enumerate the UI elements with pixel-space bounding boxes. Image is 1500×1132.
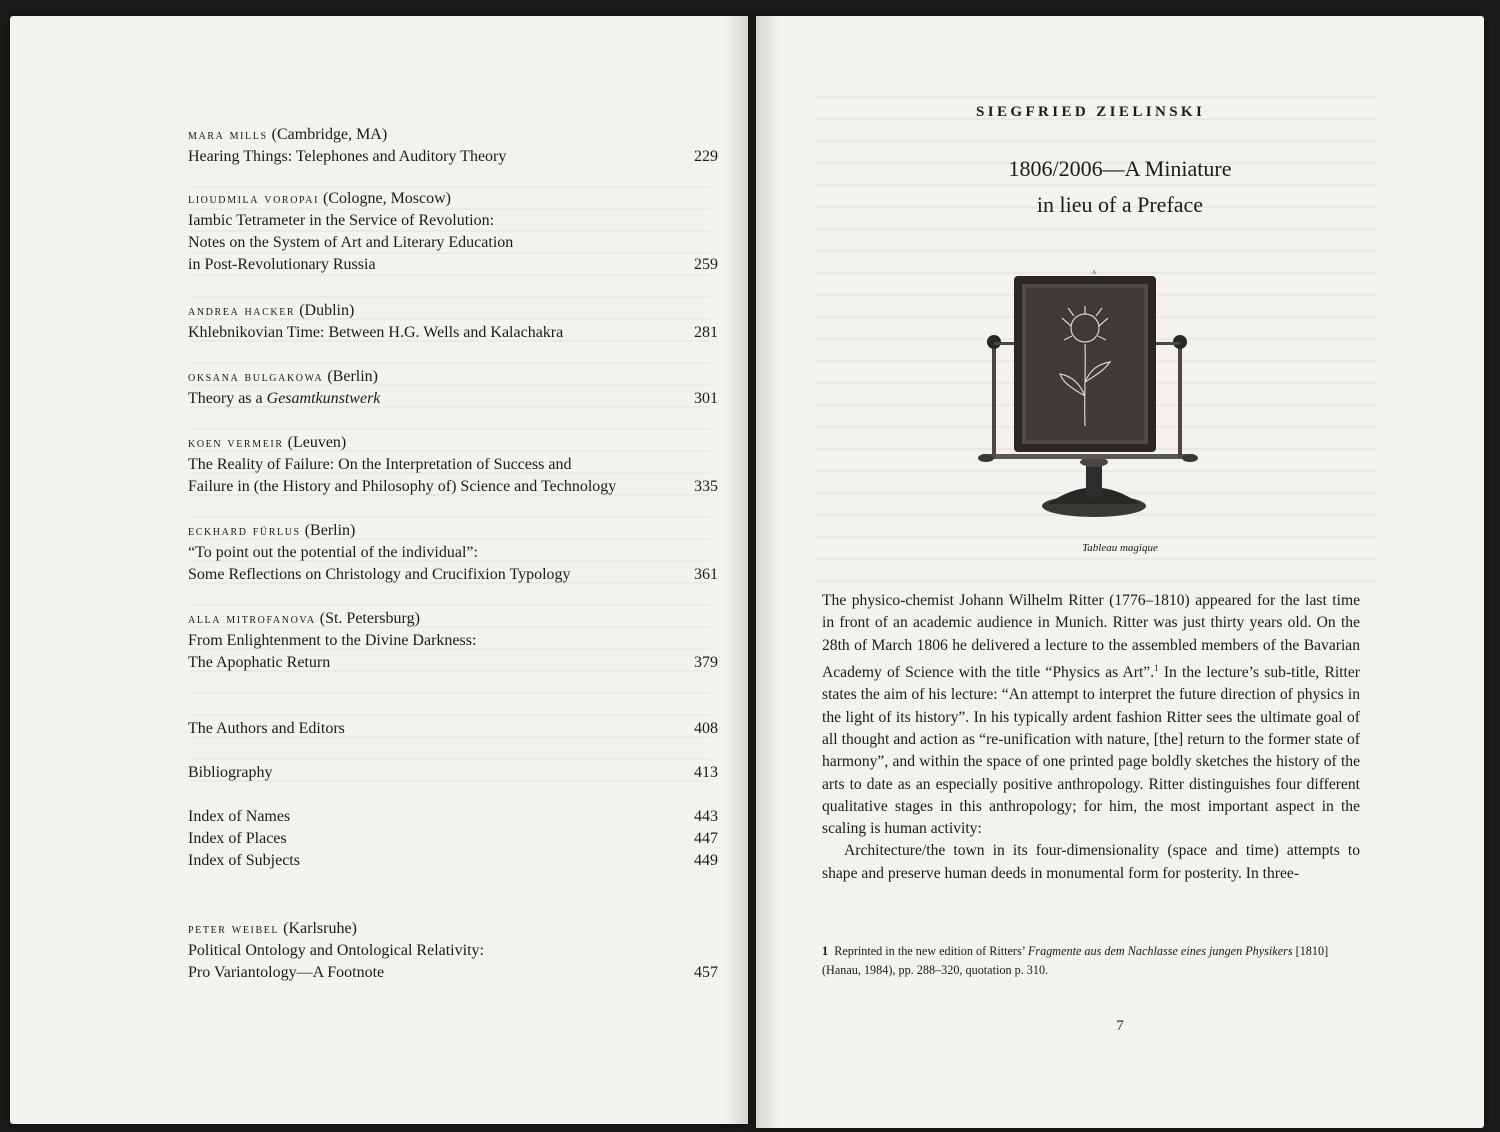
toc-page-number: 447 [694, 830, 718, 847]
toc-title: The Reality of Failure: On the Interpretation of Success and [188, 456, 572, 473]
toc-title: Index of Subjects [188, 852, 300, 869]
gutter-shadow [724, 16, 748, 1124]
svg-text:A: A [1091, 270, 1097, 276]
chapter-title-line-1: 1806/2006—A Miniature [1008, 156, 1232, 181]
footnote-number: 1 [822, 944, 829, 958]
gutter-shadow [756, 16, 780, 1128]
toc-place: (Berlin) [304, 522, 356, 539]
figure-caption: Tableau magique [1082, 542, 1158, 554]
tableau-magique-illustration [976, 266, 1216, 526]
toc-title: “To point out the potential of the individual”: [188, 544, 478, 561]
toc-place: (St. Petersburg) [319, 610, 420, 627]
toc-back-matter-index-subjects[interactable] [188, 850, 718, 872]
toc-author: eckhard fürlus [188, 523, 301, 539]
toc-author: mara mills [188, 127, 268, 143]
toc-entry[interactable] [188, 918, 718, 984]
toc-author: oksana bulgakowa [188, 369, 324, 385]
toc-title: Failure in (the History and Philosophy of) Science and Technology [188, 478, 617, 495]
right-page [756, 16, 1484, 1128]
page-number: 7 [1116, 1018, 1124, 1034]
footnote-ref[interactable]: 1 [1154, 662, 1159, 673]
toc-page-number: 449 [694, 852, 718, 869]
toc-page-number: 408 [694, 720, 718, 737]
toc-author: alla mitrofanova [188, 611, 316, 627]
toc-place: (Karlsruhe) [283, 920, 357, 937]
toc-entry[interactable] [188, 366, 718, 410]
toc-back-matter-index-places[interactable] [188, 828, 718, 850]
toc-title: Khlebnikovian Time: Between H.G. Wells and Kalachakra [188, 324, 564, 341]
toc-title: Some Reflections on Christology and Crucifixion Typology [188, 566, 571, 583]
toc-page-number: 361 [694, 566, 718, 583]
toc-title: Iambic Tetrameter in the Service of Revolution: [188, 212, 495, 229]
toc-title: Hearing Things: Telephones and Auditory Theory [188, 148, 507, 165]
left-page [10, 16, 748, 1124]
toc-title: From Enlightenment to the Divine Darkness: [188, 632, 477, 649]
toc-author: peter weibel [188, 921, 280, 937]
toc-place: (Cologne, Moscow) [323, 190, 451, 207]
toc-page-number: 259 [694, 256, 718, 273]
toc-entry[interactable] [188, 432, 718, 498]
footnote: 1 Reprinted in the new edition of Ritters’ Fragmente aus dem Nachlasse eines jungen Physikers [1810] (Hanau, 1984), pp. 288–320, quotation p. 310. [822, 944, 1329, 977]
toc-page-number: 281 [694, 324, 718, 341]
body-text [822, 590, 1360, 885]
toc-title: Index of Names [188, 808, 291, 825]
toc-page-number: 229 [694, 148, 718, 165]
toc-title-italic: Gesamtkunstwerk [266, 390, 381, 407]
toc-title: Pro Variantology—A Footnote [188, 964, 385, 981]
toc-author: koen vermeir [188, 435, 284, 451]
toc-entry[interactable] [188, 608, 718, 674]
toc-title: Theory as a [188, 390, 267, 407]
toc-page-number: 379 [694, 654, 718, 671]
toc-title: The Authors and Editors [188, 720, 345, 737]
toc-page-number: 457 [694, 964, 718, 981]
toc-page-number: 413 [694, 764, 718, 781]
toc-author: andrea hacker [188, 303, 296, 319]
toc-place: (Dublin) [299, 302, 355, 319]
chapter-author: SIEGFRIED ZIELINSKI [976, 104, 1206, 120]
toc-place: (Berlin) [327, 368, 378, 385]
toc-title: Index of Places [188, 830, 287, 847]
toc-back-matter-index-names[interactable] [188, 806, 718, 828]
toc-title: Bibliography [188, 764, 273, 781]
toc-place: (Leuven) [287, 434, 347, 451]
toc-page-number: 301 [694, 390, 718, 407]
toc-entry[interactable] [188, 520, 718, 586]
toc-title: Political Ontology and Ontological Relativity: [188, 942, 484, 959]
toc-author: lioudmila voropai [188, 191, 320, 207]
toc-title: The Apophatic Return [188, 654, 331, 671]
toc-back-matter-authors[interactable] [188, 718, 718, 740]
chapter-title-line-2: in lieu of a Preface [1036, 192, 1204, 217]
toc-entry[interactable] [188, 124, 718, 168]
toc-title: in Post-Revolutionary Russia [188, 256, 376, 273]
toc-entry[interactable] [188, 300, 718, 344]
toc-back-matter-bibliography[interactable] [188, 762, 718, 784]
toc-entry[interactable] [188, 188, 718, 276]
toc-page-number: 443 [694, 808, 718, 825]
paragraph: Architecture/the town in its four-dimensionality (space and time) attempts to shape and preserve human deeds in monumental form for posterity. In three- [822, 842, 1360, 882]
toc-place: (Cambridge, MA) [271, 126, 388, 143]
toc-page-number: 335 [694, 478, 718, 495]
toc-title: Notes on the System of Art and Literary Education [188, 234, 514, 251]
paragraph: The physico-chemist Johann Wilhelm Ritter (1776–1810) appeared for the last time in front of an academic audience in Munich. Ritter was just thirty years old. On the 28th of March 1806 he delivered a lecture to the assembled members of the Bavarian Academy of Science with the title “Physics as Art”.$^1$ In the lecture’s sub-title, Ritter states the aim of his lecture: “An attempt to interpret the future direction of physics in the light of its history”. In his typically ardent fashion Ritter sees the ultimate goal of all thought and action as “re-unification with nature, [the] return to the former state of harmony”, and within the space of one printed page boldly sketches the history of the arts to date as an especially positive anthropology. Ritter distinguishes four different qualitative stages in this anthropology; for him, the most important aspect in the scaling is human activity: [822, 592, 1360, 838]
